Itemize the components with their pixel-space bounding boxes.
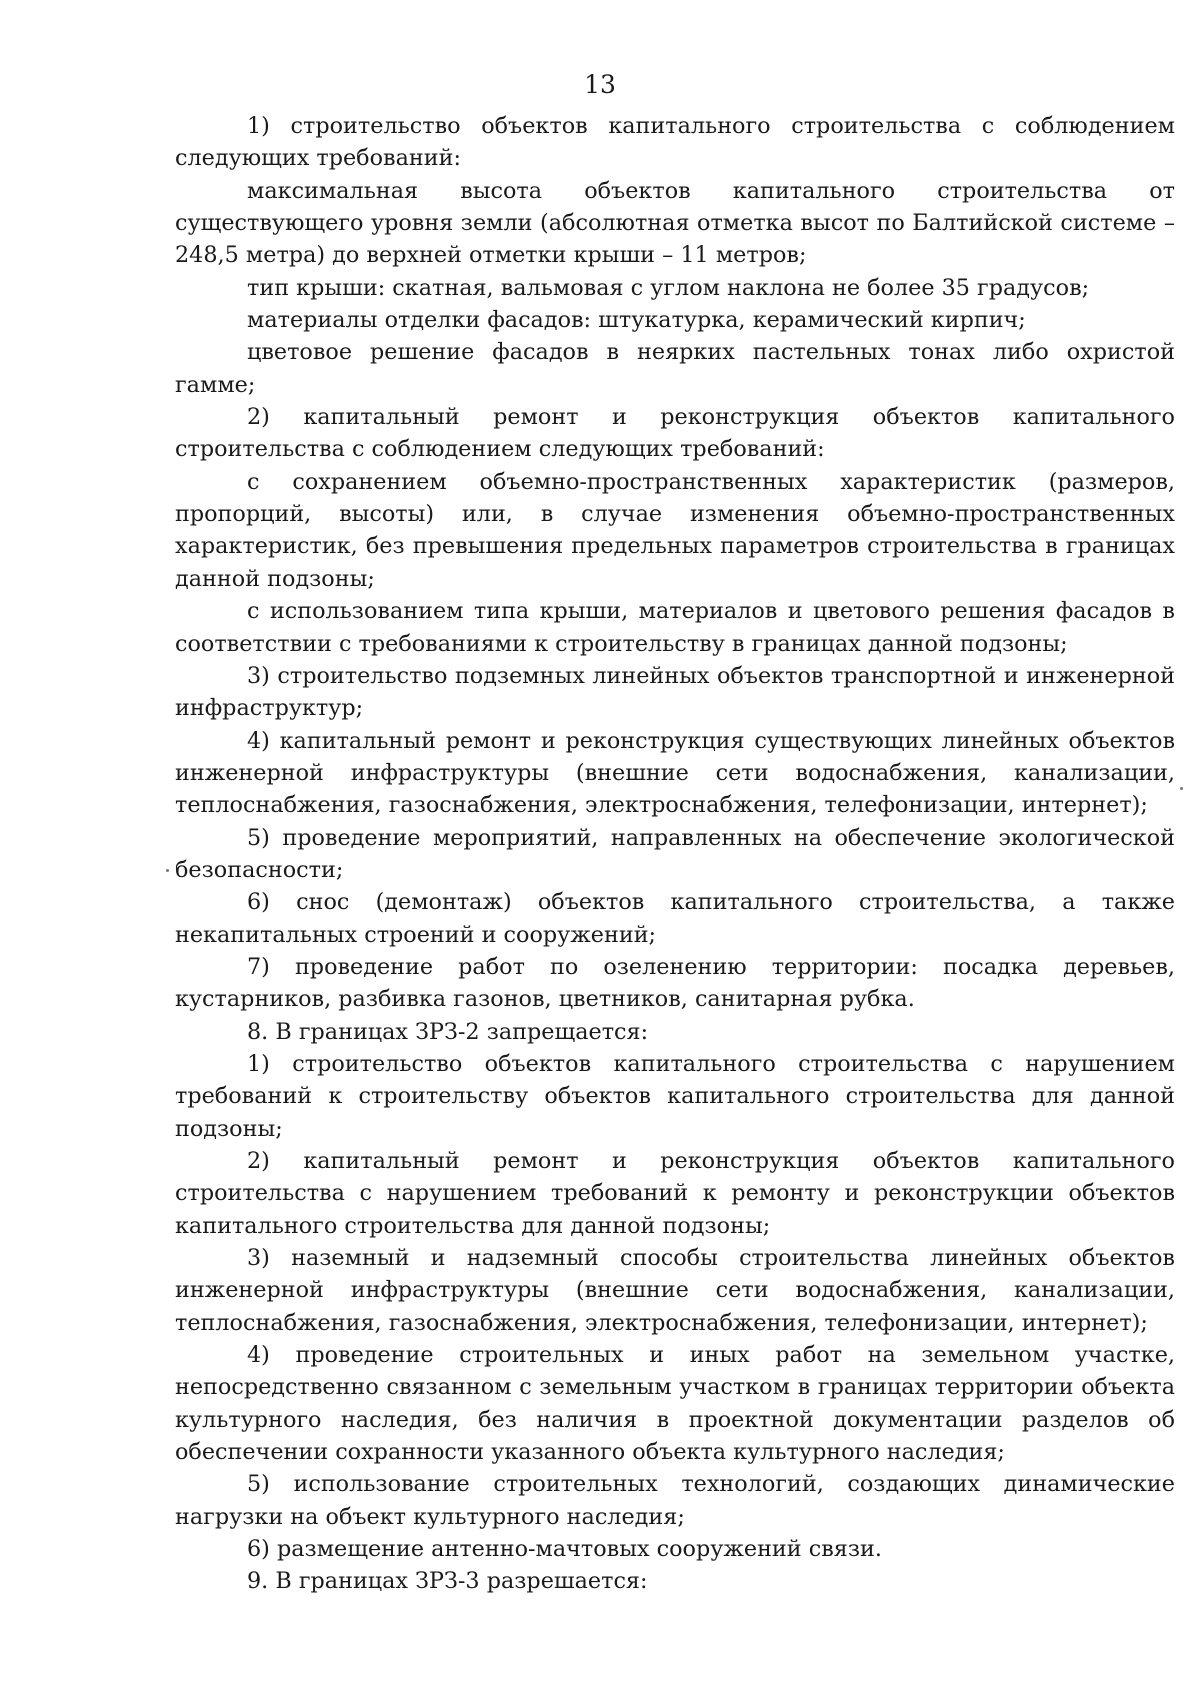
paragraph: 3) строительство подземных линейных объектов транспортной и инженерной инфраструктур;: [175, 662, 1175, 722]
scan-speck: [166, 869, 169, 872]
paragraph: 9. В границах ЗРЗ-3 разрешается:: [247, 1568, 648, 1595]
document-body: [175, 110, 1175, 1598]
paragraph: максимальная высота объектов капитального строительства от существующего уровня земли (абсолютная отметка высот по Балтийской системе – 248,5 метра) до верхней отметки крыши – 11 метров;: [175, 177, 1175, 269]
paragraph: 2) капитальный ремонт и реконструкция объектов капитального строительства с нарушением требований к ремонту и реконструкции объектов капитального строительства для данной подзоны;: [175, 1148, 1175, 1239]
paragraph: 7) проведение работ по озеленению территории: посадка деревьев, кустарников, разбивка газонов, цветников, санитарная рубка.: [175, 953, 1175, 1013]
paragraph: материалы отделки фасадов: штукатурка, керамический кирпич;: [247, 307, 1026, 334]
paragraph: 5) использование строительных технологий, создающих динамические нагрузки на объект культурного наследия;: [175, 1471, 1175, 1530]
paragraph: 2) капитальный ремонт и реконструкция объектов капитального строительства с соблюдением следующих требований:: [175, 404, 1175, 463]
paragraph: с использованием типа крыши, материалов и цветового решения фасадов в соответствии с требованиями к строительству в границах данной подзоны;: [175, 598, 1175, 657]
scan-speck: [1180, 787, 1183, 790]
paragraph: 1) строительство объектов капитального строительства с соблюдением следующих требований:: [175, 113, 1175, 172]
paragraph: 4) капитальный ремонт и реконструкция существующих линейных объектов инженерной инфраструктуры (внешние сети водоснабжения, канализации, теплоснабжения, газоснабжения, электроснабжения, телефонизации, интернет);: [175, 727, 1175, 819]
paragraph: с сохранением объемно-пространственных характеристик (размеров, пропорций, высоты) или, в случае изменения объемно-пространственных характеристик, без превышения предельных параметров строительства в границах данной подзоны;: [175, 468, 1175, 592]
paragraph: 5) проведение мероприятий, направленных на обеспечение экологической безопасности;: [175, 824, 1175, 883]
paragraph: цветовое решение фасадов в неярких пастельных тонах либо охристой гамме;: [175, 339, 1175, 398]
paragraph: 3) наземный и надземный способы строительства линейных объектов инженерной инфраструктуры (внешние сети водоснабжения, канализации, теплоснабжения, газоснабжения, электроснабжения, телефонизации, интернет);: [175, 1245, 1175, 1336]
page-number: 13: [584, 70, 616, 99]
paragraph: 6) размещение антенно-мачтовых сооружений связи.: [247, 1536, 882, 1563]
paragraph: 1) строительство объектов капитального строительства с нарушением требований к строительству объектов капитального строительства для данной подзоны;: [175, 1050, 1175, 1142]
paragraph: 6) снос (демонтаж) объектов капитального строительства, а также некапитальных строений и сооружений;: [175, 889, 1175, 948]
paragraph: 8. В границах ЗРЗ-2 запрещается:: [247, 1018, 649, 1045]
paragraph: 4) проведение строительных и иных работ на земельном участке, непосредственно связанном с земельным участком в границах территории объекта культурного наследия, без наличия в проектной документации разделов об обеспечении сохранности указанного объекта культурного наследия;: [175, 1342, 1175, 1466]
paragraph: тип крыши: скатная, вальмовая с углом наклона не более 35 градусов;: [247, 274, 1090, 301]
